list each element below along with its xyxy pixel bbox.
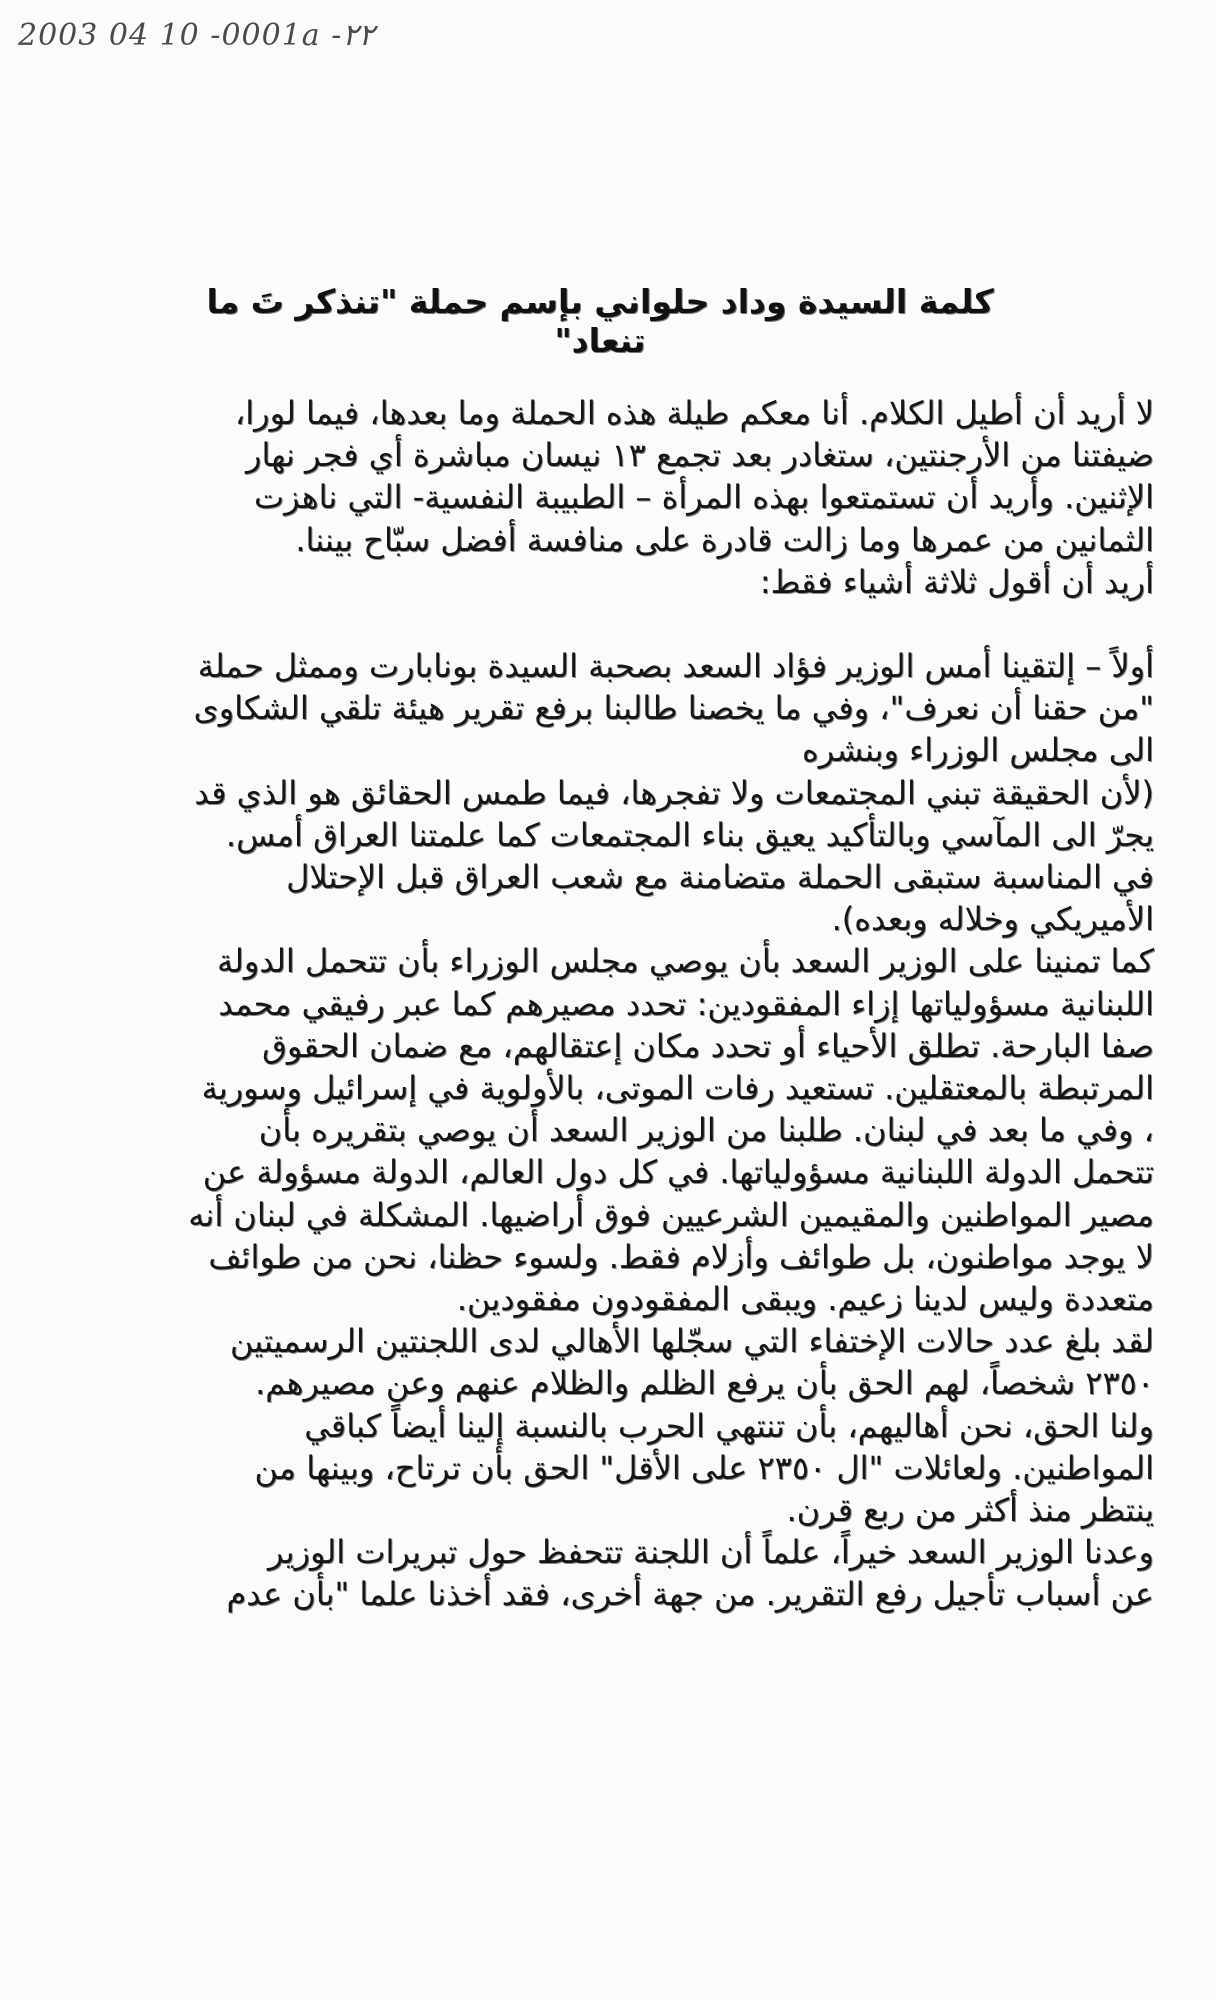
text-line: الأميريكي وخلاله وبعده).: [831, 900, 1154, 939]
text-line: ، وفي ما بعد في لبنان. طلبنا من الوزير السعد أن يوصي بتقريره بأن: [258, 1111, 1154, 1150]
text-line: في المناسبة ستبقى الحملة متضامنة مع شعب العراق قبل الإحتلال: [286, 858, 1154, 897]
document-title: كلمة السيدة وداد حلواني بإسم حملة "تنذكر تَ ما تنعاد": [206, 282, 994, 360]
text-line: كما تمنينا على الوزير السعد بأن يوصي مجلس الوزراء بأن تتحمل الدولة: [216, 942, 1154, 981]
text-line: أولاً – إلتقينا أمس الوزير فؤاد السعد بصحبة السيدة بونابارت وممثل حملة: [197, 647, 1154, 686]
text-line: الإثنين. وأريد أن تستمتعوا بهذه المرأة – الطبيبة النفسية- التي ناهزت: [254, 478, 1154, 517]
document-body: [118, 392, 1154, 1616]
text-line: أريد أن أقول ثلاثة أشياء فقط:: [759, 562, 1154, 601]
text-line: لقد بلغ عدد حالات الإختفاء التي سجّلها الأهالي لدى اللجنتين الرسميتين: [229, 1322, 1154, 1361]
text-line: متعددة وليس لدينا زعيم. ويبقى المفقودون مفقودين.: [456, 1280, 1154, 1319]
text-line: مصير المواطنين والمقيمين الشرعيين فوق أراضيها. المشكلة في لبنان أنه: [188, 1195, 1154, 1234]
intro-paragraph: [118, 392, 1154, 603]
paragraph-spacer: [118, 603, 1154, 645]
text-line: الثمانين من عمرها وما زالت قادرة على منافسة أفضل سبّاح بيننا.: [295, 520, 1154, 559]
text-line: تتحمل الدولة اللبنانية مسؤولياتها. في كل دول العالم، الدولة مسؤولة عن: [202, 1153, 1154, 1192]
text-line: لا يوجد مواطنون، بل طوائف وأزلام فقط. ولسوء حظنا، نحن من طوائف: [208, 1237, 1154, 1276]
text-line: صفا البارحة. تطلق الأحياء أو تحدد مكان إعتقالهم، مع ضمان الحقوق: [262, 1026, 1154, 1065]
text-line: الى مجلس الوزراء وبنشره: [801, 731, 1154, 770]
first-point-paragraph: [118, 645, 1154, 1616]
text-line: المواطنين. ولعائلات "ال ٢٣٥٠ على الأقل" الحق بأن ترتاح، وبينها من: [254, 1448, 1154, 1487]
text-line: لا أريد أن أطيل الكلام. أنا معكم طيلة هذه الحملة وما بعدها، فيما لورا،: [234, 394, 1154, 432]
text-line: "من حقنا أن نعرف"، وفي ما يخصنا طالبنا برفع تقرير هيئة تلقي الشكاوى: [193, 689, 1154, 728]
text-line: ضيفتنا من الأرجنتين، ستغادر بعد تجمع ١٣ نيسان مباشرة أي فجر نهار: [245, 436, 1154, 475]
text-line: عن أسباب تأجيل رفع التقرير. من جهة أخرى، فقد أخذنا علما "بأن عدم: [226, 1575, 1154, 1614]
text-line: (لأن الحقيقة تبني المجتمعات ولا تفجرها، فيما طمس الحقائق هو الذي قد: [194, 773, 1154, 812]
text-line: ينتظر منذ أكثر من ربع قرن.: [786, 1491, 1154, 1530]
text-line: يجرّ الى المآسي وبالتأكيد يعيق بناء المجتمعات كما علمتنا العراق أمس.: [225, 815, 1154, 854]
text-line: وعدنا الوزير السعد خيراً، علماً أن اللجنة تتحفظ حول تبريرات الوزير: [268, 1533, 1154, 1572]
handwritten-reference-number: 2003 04 10 -0001a -٢٢: [18, 18, 375, 53]
text-line: اللبنانية مسؤولياتها إزاء المفقودين: تحدد مصيرهم كما عبر رفيقي محمد: [218, 984, 1154, 1023]
text-line: ٢٣٥٠ شخصاً، لهم الحق بأن يرفع الظلم والظلام عنهم وعن مصيرهم.: [255, 1364, 1154, 1403]
text-line: المرتبطة بالمعتقلين. تستعيد رفات الموتى، بالأولوية في إسرائيل وسورية: [201, 1069, 1154, 1108]
text-line: ولنا الحق، نحن أهاليهم، بأن تنتهي الحرب بالنسبة إلينا أيضاً كباقي: [304, 1406, 1154, 1445]
